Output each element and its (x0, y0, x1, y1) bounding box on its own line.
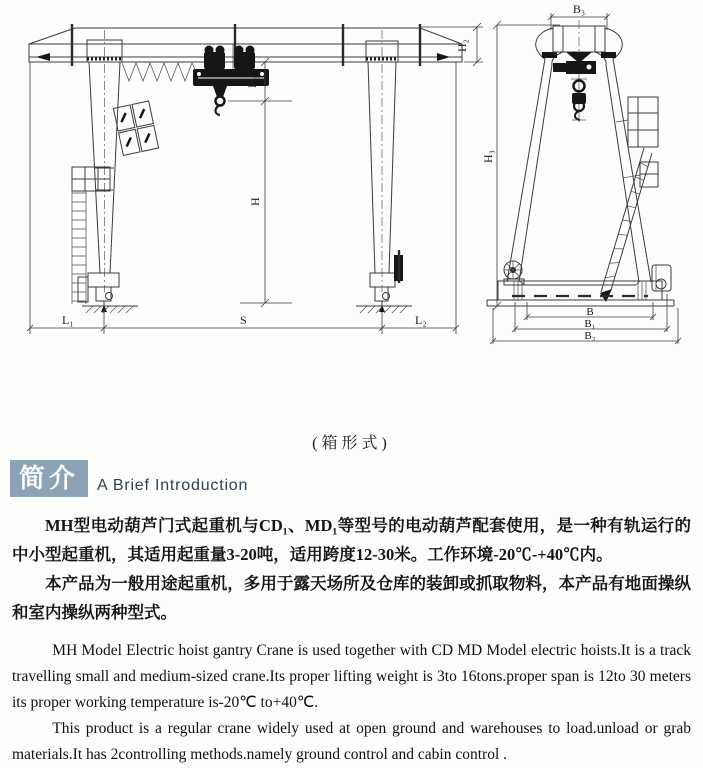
access-ladder (72, 191, 86, 304)
crane-technical-drawing (0, 0, 703, 350)
hoist-hook-side (553, 61, 596, 122)
dim-label-h3: H₃ (481, 150, 495, 163)
english-description (12, 638, 691, 768)
front-view-drawing (27, 23, 483, 334)
dim-label-l2: L₂ (415, 313, 427, 327)
paragraph-en-2: This product is a regular crane widely used at open ground and warehouses to load.unload or grab materials.It has 2controlling methods.namely ground control and cabin control . (12, 720, 691, 763)
chinese-description (12, 511, 691, 627)
paragraph-zh-2: 本产品为一般用途起重机，多用于露天场所及仓库的装卸或抓取物料，本产品有地面操纵和室内操纵两种型式。 (12, 574, 691, 622)
paragraph-en-1: MH Model Electric hoist gantry Crane is used together with CD MD Model electric hoists.It is a track travelling small and medium-sized crane.Its proper lifting weight is 3to 16tons.proper span is 12to 30 meters its proper working temperature is-20℃ to+40℃. (12, 642, 691, 711)
dim-label-b1: B₁ (584, 318, 596, 330)
dim-label-l1: L₁ (62, 313, 74, 327)
side-view-drawing (481, 2, 681, 344)
dim-label-b: B (586, 306, 594, 318)
dim-label-b2: B₂ (584, 330, 596, 342)
electric-panel-boxes (113, 101, 158, 155)
dim-label-h1: H₁ (245, 75, 259, 88)
paragraph-zh-1: MH型电动葫芦门式起重机与CD₁、MD₁等型号的电动葫芦配套使用，是一种有轨运行的中小型起重机，其适用起重量3-20吨，适用跨度12-30米。工作环境-20℃-+40℃内。 (12, 516, 691, 564)
dim-label-h2: H₂ (455, 39, 469, 52)
intro-badge: 简介 (10, 460, 88, 497)
dim-label-b3: B₃ (572, 2, 586, 16)
section-title: A Brief Introduction (97, 477, 249, 494)
section-header (10, 459, 703, 497)
figure-caption: (箱形式) (312, 435, 391, 452)
dim-label-h: H (248, 197, 262, 206)
stairway (600, 148, 652, 302)
dim-label-s: S (240, 313, 247, 327)
